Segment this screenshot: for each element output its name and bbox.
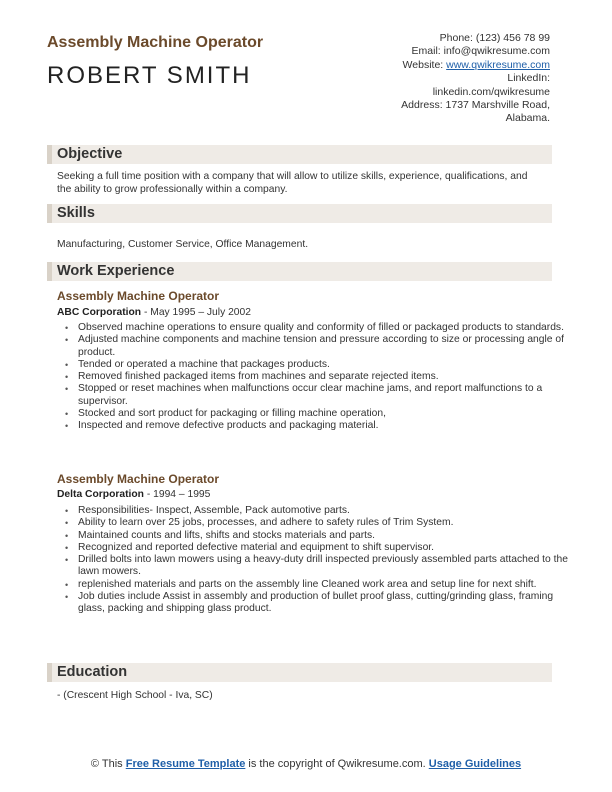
list-item: • Responsibilities- Inspect, Assemble, Pack automotive parts. [78,505,568,517]
list-item: • Drilled bolts into lawn mowers using a heavy-duty drill inspected previously assembled parts attached to the lawn mowers. [78,554,568,579]
contact-address-line2: Alabama. [505,112,550,125]
education-section-header [47,663,552,682]
experience-section-header [47,262,552,281]
job-2-company-line [57,489,210,500]
objective-section-header [47,145,552,164]
job-2-company: Delta Corporation [57,489,144,500]
list-item: • Recognized and reported defective material and equipment to shift supervisor. [78,542,568,554]
list-item: • Stocked and sort product for packaging or filling machine operation, [78,408,568,420]
job-1-company-line [57,307,251,318]
usage-guidelines-link[interactable]: Usage Guidelines [428,758,522,770]
website-link[interactable]: www.qwikresume.com [446,58,550,71]
contact-linkedin-url: linkedin.com/qwikresume [432,85,550,98]
job-1-dates: - May 1995 – July 2002 [141,307,251,318]
contact-linkedin-label: LinkedIn: [507,72,550,85]
list-item: • Stopped or reset machines when malfunctions occur clear machine jams, and report malfunctions to a supervisor. [78,383,568,408]
list-item: • replenished materials and parts on the assembly line Cleaned work area and setup line for next shift. [78,579,568,591]
skills-text: Manufacturing, Customer Service, Office Management. [57,239,309,250]
job-2-duties [62,505,568,616]
job-1-title: Assembly Machine Operator [57,289,220,303]
job-1-company: ABC Corporation [57,307,142,318]
contact-email: Email: info@qwikresume.com [411,45,550,58]
list-item: • Observed machine operations to ensure quality and conformity of filled or packaged products to standards. [78,322,568,334]
skills-heading: Skills [57,205,95,221]
footer-prefix: © This [90,758,126,770]
list-item: • Maintained counts and lifts, shifts and stocks materials and parts. [78,530,568,542]
website-label: Website: [402,58,444,71]
list-item: • Inspected and remove defective products and packaging material. [78,420,568,432]
list-item: • Job duties include Assist in assembly and production of bullet proof glass, cutting/grinding glass, framing glass, packing and shipping glass product. [78,591,568,616]
list-item: • Ability to learn over 25 jobs, processes, and adhere to safety rules of Trim System. [78,517,568,529]
contact-address-line1: Address: 1737 Marshville Road, [401,99,550,112]
contact-phone: Phone: (123) 456 78 99 [439,32,550,44]
contact-website [310,59,550,72]
job-title: Assembly Machine Operator [47,34,264,51]
job-2-title: Assembly Machine Operator [57,472,220,486]
list-item: • Tended or operated a machine that packages products. [78,359,568,371]
job-2-dates: - 1994 – 1995 [143,489,211,500]
objective-heading: Objective [57,146,123,162]
education-heading: Education [57,664,128,680]
list-item: • Removed finished packaged items from machines and separate rejected items. [78,371,568,383]
contact-block [310,32,550,126]
footer-middle: is the copyright of Qwikresume.com. [245,758,429,770]
experience-heading: Work Experience [57,263,175,279]
education-text: - (Crescent High School - Iva, SC) [57,690,213,701]
candidate-name: ROBERT SMITH [47,62,252,89]
free-resume-template-link[interactable]: Free Resume Template [125,758,246,770]
objective-text: Seeking a full time position with a company that will allow to utilize skills, experience, qualifications, and the ability to grow professionally within a company. [57,171,528,195]
footer [0,757,612,771]
job-1-duties [62,322,568,433]
list-item: • Adjusted machine components and machine tension and pressure according to size or processing angle of product. [78,334,568,359]
skills-section-header [47,204,552,223]
